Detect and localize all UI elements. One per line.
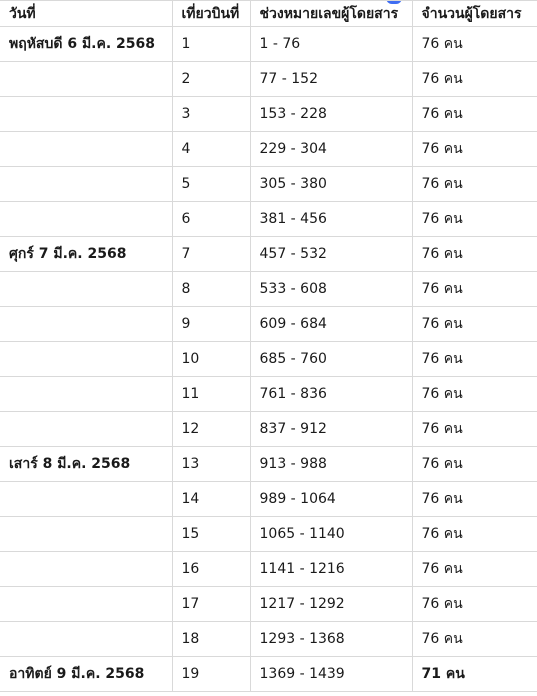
table-row: [0, 62, 537, 97]
table-row: [0, 657, 537, 692]
cell-flight-number: 6: [172, 202, 250, 237]
table-row: [0, 97, 537, 132]
cell-flight-number: 11: [172, 377, 250, 412]
cell-passenger-range: 1141 - 1216: [250, 552, 412, 587]
table-row: [0, 447, 537, 482]
table-row: [0, 517, 537, 552]
cell-passenger-range: 1 - 76: [250, 27, 412, 62]
cell-passenger-count: 76 คน: [412, 622, 537, 657]
cell-passenger-range: 153 - 228: [250, 97, 412, 132]
cell-passenger-range: 761 - 836: [250, 377, 412, 412]
cell-date: [0, 272, 172, 307]
table-row: [0, 482, 537, 517]
cell-flight-number: 9: [172, 307, 250, 342]
table-row: [0, 237, 537, 272]
table-header-row: [0, 1, 537, 27]
cell-passenger-count: 76 คน: [412, 552, 537, 587]
cell-date: [0, 167, 172, 202]
table-row: [0, 412, 537, 447]
cell-passenger-range: 457 - 532: [250, 237, 412, 272]
cell-passenger-count: 76 คน: [412, 237, 537, 272]
cell-date: [0, 412, 172, 447]
cell-passenger-range: 305 - 380: [250, 167, 412, 202]
cell-flight-number: 12: [172, 412, 250, 447]
cell-date: ศุกร์ 7 มี.ค. 2568: [0, 237, 172, 272]
cell-date: [0, 482, 172, 517]
cell-flight-number: 14: [172, 482, 250, 517]
cell-flight-number: 18: [172, 622, 250, 657]
header-date: วันที่: [0, 1, 172, 27]
table-row: [0, 202, 537, 237]
table-row: [0, 342, 537, 377]
cell-passenger-count: 76 คน: [412, 272, 537, 307]
cell-date: [0, 622, 172, 657]
table-row: [0, 622, 537, 657]
cell-passenger-count: 76 คน: [412, 27, 537, 62]
cell-passenger-range: 1217 - 1292: [250, 587, 412, 622]
table-row: [0, 307, 537, 342]
cell-flight-number: 4: [172, 132, 250, 167]
cell-date: [0, 202, 172, 237]
cell-passenger-range: 77 - 152: [250, 62, 412, 97]
cell-date: อาทิตย์ 9 มี.ค. 2568: [0, 657, 172, 692]
cell-flight-number: 19: [172, 657, 250, 692]
cell-passenger-count: 76 คน: [412, 132, 537, 167]
cell-passenger-count: 76 คน: [412, 482, 537, 517]
cell-passenger-count: 76 คน: [412, 307, 537, 342]
cell-passenger-count: 76 คน: [412, 342, 537, 377]
cell-passenger-range: 913 - 988: [250, 447, 412, 482]
cell-passenger-count: 76 คน: [412, 97, 537, 132]
cell-date: [0, 552, 172, 587]
cell-flight-number: 16: [172, 552, 250, 587]
cell-date: [0, 342, 172, 377]
cell-passenger-count: 76 คน: [412, 412, 537, 447]
cell-flight-number: 8: [172, 272, 250, 307]
cell-passenger-count: 76 คน: [412, 377, 537, 412]
table-body: [0, 27, 537, 692]
cell-passenger-count: 76 คน: [412, 62, 537, 97]
cell-passenger-count: 71 คน: [412, 657, 537, 692]
cell-passenger-range: 533 - 608: [250, 272, 412, 307]
header-passenger-count: จำนวนผู้โดยสาร: [412, 1, 537, 27]
cell-flight-number: 15: [172, 517, 250, 552]
table-row: [0, 552, 537, 587]
cell-passenger-range: 989 - 1064: [250, 482, 412, 517]
cell-flight-number: 3: [172, 97, 250, 132]
cell-date: [0, 132, 172, 167]
cell-passenger-count: 76 คน: [412, 587, 537, 622]
table-row: [0, 587, 537, 622]
cell-date: [0, 377, 172, 412]
cell-passenger-count: 76 คน: [412, 447, 537, 482]
table-row: [0, 27, 537, 62]
cell-flight-number: 17: [172, 587, 250, 622]
cell-passenger-range: 1369 - 1439: [250, 657, 412, 692]
table-row: [0, 132, 537, 167]
cell-flight-number: 10: [172, 342, 250, 377]
cell-passenger-range: 1293 - 1368: [250, 622, 412, 657]
cell-date: เสาร์ 8 มี.ค. 2568: [0, 447, 172, 482]
table-row: [0, 272, 537, 307]
cell-passenger-range: 229 - 304: [250, 132, 412, 167]
cell-flight-number: 7: [172, 237, 250, 272]
cell-passenger-range: 381 - 456: [250, 202, 412, 237]
table-row: [0, 377, 537, 412]
cell-flight-number: 2: [172, 62, 250, 97]
cell-date: [0, 97, 172, 132]
cell-date: [0, 62, 172, 97]
cell-passenger-count: 76 คน: [412, 202, 537, 237]
cell-passenger-count: 76 คน: [412, 517, 537, 552]
cell-flight-number: 5: [172, 167, 250, 202]
cell-passenger-range: 1065 - 1140: [250, 517, 412, 552]
cell-flight-number: 1: [172, 27, 250, 62]
cell-passenger-range: 685 - 760: [250, 342, 412, 377]
header-passenger-range: ช่วงหมายเลขผู้โดยสาร: [250, 1, 412, 27]
cell-passenger-range: 837 - 912: [250, 412, 412, 447]
cell-flight-number: 13: [172, 447, 250, 482]
cell-passenger-range: 609 - 684: [250, 307, 412, 342]
header-flight-number: เที่ยวบินที่: [172, 1, 250, 27]
table-row: [0, 167, 537, 202]
cell-date: [0, 517, 172, 552]
cell-date: [0, 307, 172, 342]
cell-date: [0, 587, 172, 622]
cell-date: พฤหัสบดี 6 มี.ค. 2568: [0, 27, 172, 62]
cell-passenger-count: 76 คน: [412, 167, 537, 202]
